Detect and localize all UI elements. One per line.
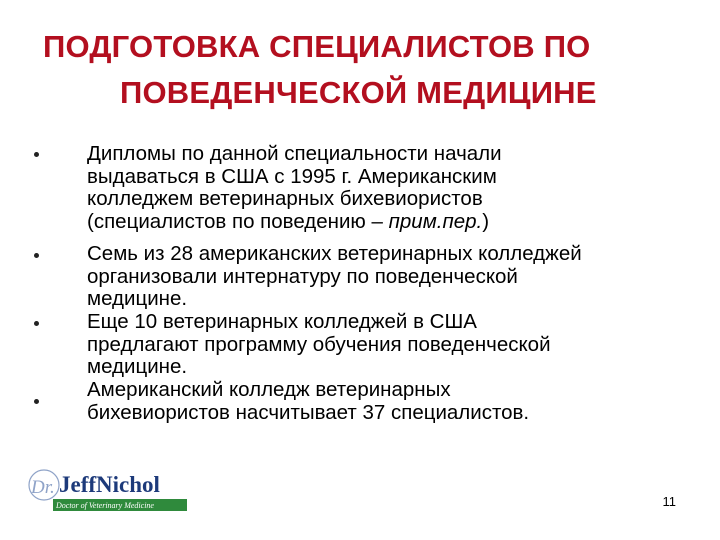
bullet-line-italic: прим.пер. [388, 209, 483, 233]
bullet-line: Дипломы по данной специальности начали [87, 142, 502, 165]
slide-title [0, 24, 720, 116]
slide-title-line-1: ПОДГОТОВКА СПЕЦИАЛИСТОВ ПО [43, 29, 591, 64]
bullet-dot-icon [34, 152, 39, 157]
bullet-text [87, 243, 687, 311]
bullet-line: предлагают программу обучения поведенческой [87, 332, 551, 356]
slide-number: 11 [662, 494, 676, 509]
bullet-line: медицине. [87, 355, 188, 378]
bullet-line: организовали интернатуру по поведенческой [87, 264, 518, 288]
bullet-text [87, 379, 687, 424]
bullet-text [87, 143, 687, 233]
slide-title-line-2: ПОВЕДЕНЧЕСКОЙ МЕДИЦИНЕ [120, 75, 597, 110]
logo-graphic [25, 463, 190, 521]
bullet-line: Еще 10 ветеринарных колледжей в США [87, 310, 477, 333]
bullet-line: медицине. [87, 287, 188, 310]
logo-tagline: Doctor of Veterinary Medicine [56, 501, 154, 510]
bullet-text [87, 311, 687, 379]
bullet-line: Американский колледж ветеринарных [87, 378, 451, 401]
bullet-line-prefix: (специалистов по поведению – [87, 209, 389, 233]
bullet-line: Семь из 28 американских ветеринарных колледжей [87, 242, 582, 265]
logo-prefix: Dr. [31, 477, 55, 498]
bullet-line: выдаваться в США с 1995 г. Американским [87, 164, 497, 188]
bullet-line: бихевиористов насчитывает 37 специалистов. [87, 400, 530, 424]
bullet-line [87, 211, 687, 234]
dr-jeff-nichol-logo [25, 463, 190, 521]
logo-name: JeffNichol [59, 472, 160, 497]
bullet-dot-icon [34, 253, 39, 258]
bullet-line-suffix: ) [482, 209, 490, 233]
bullet-dot-icon [34, 321, 39, 326]
bullet-dot-icon [34, 399, 39, 404]
bullet-line: колледжем ветеринарных бихевиористов [87, 187, 483, 210]
